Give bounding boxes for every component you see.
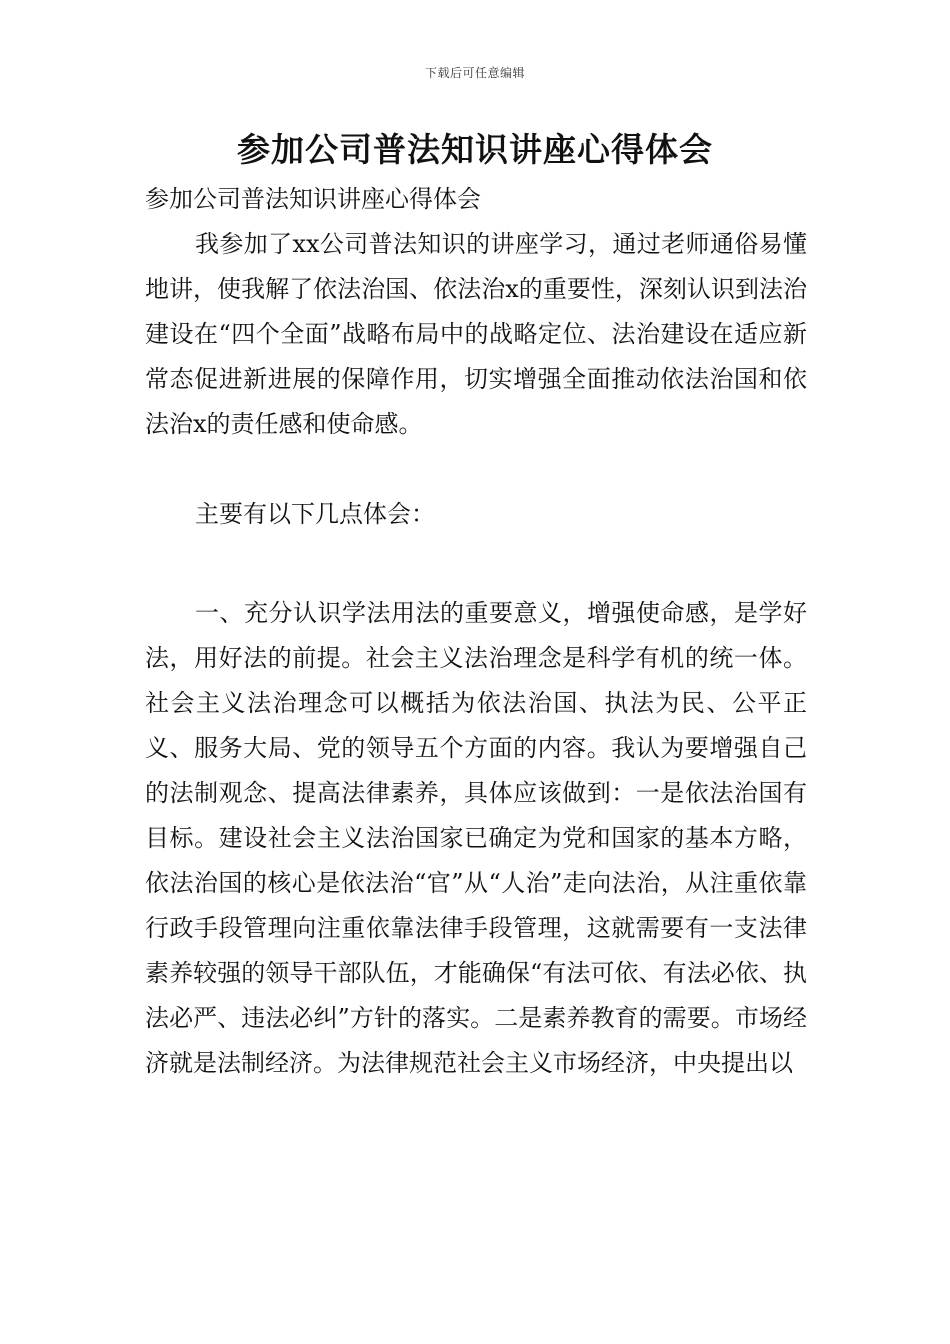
document-subtitle: 参加公司普法知识讲座心得体会 [145, 185, 481, 213]
document-body [145, 177, 807, 1086]
paragraph-spacer [145, 537, 807, 591]
document-title: 参加公司普法知识讲座心得体会 [237, 130, 713, 169]
paragraph-spacer [145, 447, 807, 492]
paragraph-intro: 我参加了xx公司普法知识的讲座学习，通过老师通俗易懂地讲，使我解了依法治国、依法治x的重要性，深刻认识到法治建设在“四个全面”战略布局中的战略定位、法治建设在适应新常态促进新进展的保障作用，切实增强全面推动依法治国和依法治x的责任感和使命感。 [145, 230, 807, 438]
paragraph-summary-heading: 主要有以下几点体会： [195, 500, 435, 528]
header-note: 下载后可任意编辑 [424, 66, 525, 80]
paragraph-point-one: 一、充分认识学法用法的重要意义，增强使命感，是学好法，用好法的前提。社会主义法治理念是科学有机的统一体。社会主义法治理念可以概括为依法治国、执法为民、公平正义、服务大局、党的领导五个方面的内容。我认为要增强自己的法制观念、提高法律素养，具体应该做到：一是依法治国有目标。建设社会主义法治国家已确定为党和国家的基本方略，依法治国的核心是依法治“官”从“人治”走向法治，从注重依靠行政手段管理向注重依靠法律手段管理，这就需要有一支法律素养较强的领导干部队伍，才能确保“有法可依、有法必依、执法必严、违法必纠”方针的落实。二是素养教育的需要。市场经济就是法制经济。为法律规范社会主义市场经济，中央提出以 [145, 599, 807, 1077]
